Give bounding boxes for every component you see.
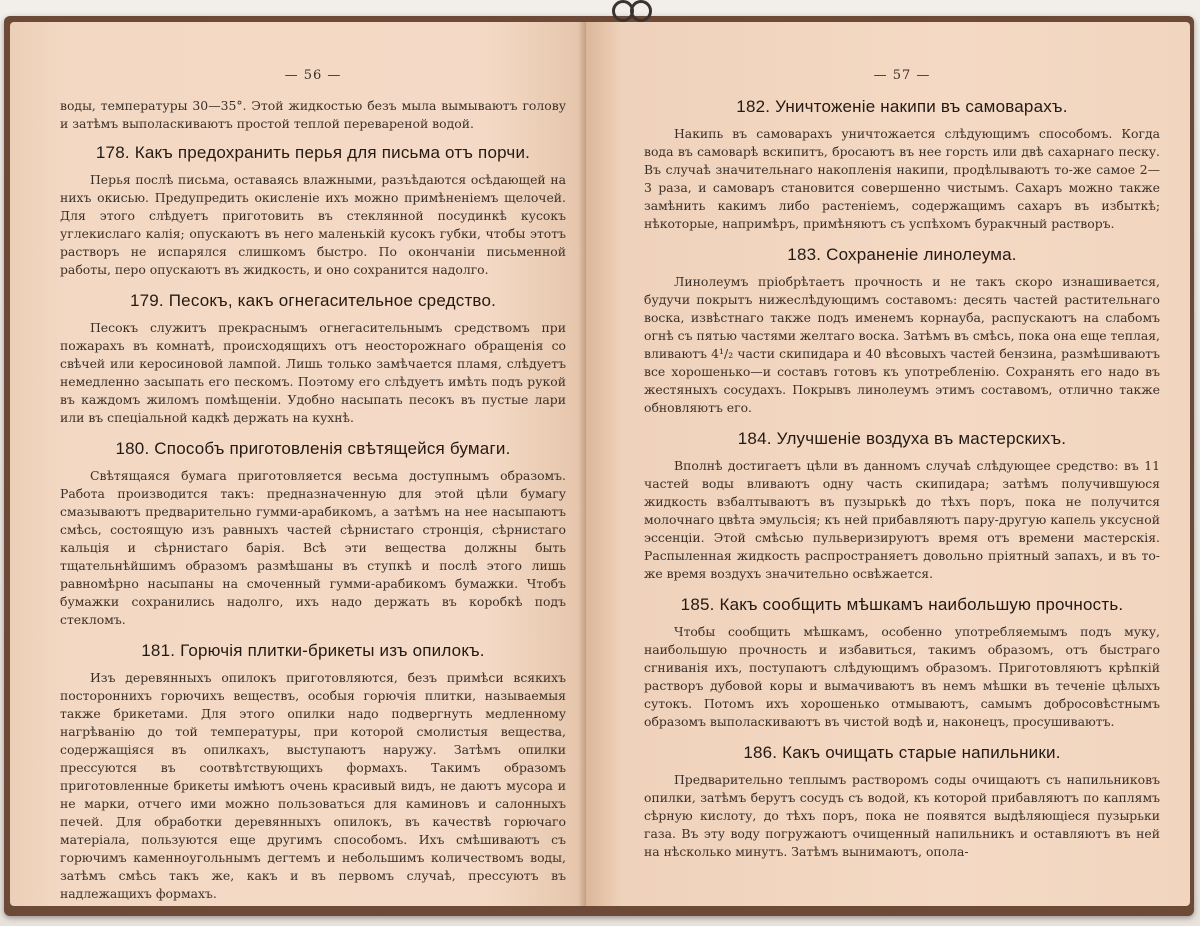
article-179	[60, 291, 566, 427]
article-title: 178. Какъ предохранить перья для письма отъ порчи.	[95, 143, 531, 162]
article-text: Вполнѣ достигаетъ цѣли въ данномъ случаѣ слѣдующее средство: въ 11 частей воды вливаютъ одну часть скипидара; затѣмъ получившуюся жидкость взбалтываютъ въ пузырькѣ до тѣхъ поръ, пока не получится молочнаго цвѣта эмульсія; къ ней прибавляютъ пару-другую капель уксусной эссенціи. Этой смѣсью пульверизируютъ время отъ времени мастерскія. Распыленная жидкость распространяетъ довольно пріятный запахъ, и въ то-же время воздухъ значительно освѣжается.	[644, 458, 1160, 581]
article-title: 183. Сохраненіе линолеума.	[787, 245, 1017, 264]
article-text: Чтобы сообщить мѣшкамъ, особенно употребляемымъ подъ муку, наибольшую прочность и избавиться, такимъ образомъ, отъ быстраго сгниванія ихъ, поступаютъ слѣдующимъ образомъ. Приготовляютъ крѣпкій растворъ дубовой коры и вымачиваютъ въ немъ мѣшки въ теченіе цѣлыхъ сутокъ. Потомъ ихъ хорошенько отмываютъ, самымъ добросовѣстнымъ образомъ выполаскиваютъ въ чистой водѣ и, наконецъ, просушиваютъ.	[644, 624, 1160, 729]
article-186	[644, 743, 1160, 861]
article-title: 181. Горючія плитки-брикеты изъ опилокъ.	[141, 641, 485, 660]
article-text: Перья послѣ письма, оставаясь влажными, разъѣдаются осѣдающей на нихъ окисью. Предупредить окисленіе ихъ можно примѣненіемъ щелочей. Для этого слѣдуетъ приготовить въ стеклянной посудинкѣ кусокъ углекислаго калія; опускаютъ въ него маленькій кусокъ губки, чтобы этотъ растворъ не испарялся слишкомъ быстро. По окончаніи письменной работы, перо опускаютъ въ жидкость, и оно сохранится надолго.	[60, 172, 566, 277]
article-title: 185. Какъ сообщить мѣшкамъ наибольшую прочность.	[680, 595, 1124, 614]
page-number: — 57 —	[873, 68, 931, 83]
article-text: Накипь въ самоварахъ уничтожается слѣдующимъ способомъ. Когда вода въ самоварѣ вскипитъ, бросаютъ въ нее горсть или двѣ сахарнаго песку. Въ случаѣ значительнаго накопленія накипи, продѣлываютъ то-же самое 2—3 раза, и самоваръ становится совершенно чистымъ. Сахаръ можно также замѣнить какимъ либо растеніемъ, содержащимъ сахаръ въ избыткѣ; нѣкоторые, напримѣръ, примѣняютъ съ успѣхомъ буракчный растворъ.	[644, 126, 1160, 231]
article-text: Свѣтящаяся бумага приготовляется весьма доступнымъ образомъ. Работа производится такъ: предназначенную для этой цѣли бумагу смазываютъ предварительно гумми-арабикомъ, а затѣмъ на нее насыпаютъ смѣсь, состоящую изъ равныхъ частей сѣрнистаго стронція, сѣрнистаго кальція и сѣрнистаго барія. Всѣ эти вещества должны быть тщательнѣйшимъ образомъ размѣшаны въ ступкѣ и послѣ этого лишь равномѣрно насыпаны на смоченный гумми-арабикомъ бумажки. Чтобъ бумажки сохранились надолго, ихъ надо держать въ коробкѣ подъ стекломъ.	[60, 468, 566, 627]
article-184	[644, 429, 1160, 583]
article-182	[644, 97, 1160, 233]
article-text: Изъ деревянныхъ опилокъ приготовляются, безъ примѣси всякихъ постороннихъ горючихъ веществъ, особыя горючія плитки, называемыя также брикетами. Для этого опилки надо подвергнуть медленному нагрѣванію до той температуры, при которой смолистыя вещества, содержащіяся въ опилкахъ, выступаютъ наружу. Затѣмъ опилки прессуются въ соотвѣтствующихъ формахъ. Такимъ образомъ приготовленные брикеты имѣютъ очень красивый видъ, не даютъ мусора и не марки, отчего ими можно пользоваться для каминовъ и салонныхъ печей. Для обработки деревянныхъ опилокъ, въ качествѣ горючаго матеріала, пользуются еще другимъ способомъ. Ихъ смѣшиваютъ съ горючимъ каменноугольнымъ дегтемъ и небольшимъ количествомъ воды, затѣмъ смѣсь такъ же, какъ и въ первомъ случаѣ, прессуютъ въ надлежащихъ формахъ.	[60, 670, 566, 901]
article-181	[60, 641, 566, 903]
continuation-text: воды, температуры 30—35°. Этой жидкостью безъ мыла вымываютъ голову и затѣмъ выполаскиваютъ простой теплой перевареной водой.	[60, 98, 566, 131]
page-number: — 56 —	[284, 68, 342, 83]
article-text: Песокъ служитъ прекраснымъ огнегасительнымъ средствомъ при пожарахъ въ комнатѣ, происходящихъ отъ неосторожнаго обращенія со свѣчей или керосиновой лампой. Лишь только замѣчается пламя, слѣдуетъ немедленно засыпать его пескомъ. Поэтому его слѣдуетъ имѣть подъ рукой въ каждомъ жиломъ помѣщеніи. Удобно насыпать песокъ въ пустые лари или въ спеціальной кадкѣ держать на кухнѣ.	[60, 320, 566, 425]
article-title: 179. Песокъ, какъ огнегасительное средство.	[129, 291, 497, 310]
article-178	[60, 143, 566, 279]
binding-ring	[630, 0, 652, 22]
article-text: Линолеумъ пріобрѣтаетъ прочность и не такъ скоро изнашивается, будучи покрытъ нижеслѣдующимъ составомъ: десять частей растительнаго воска, извѣстнаго также подъ именемъ корнауба, распускаютъ на слабомъ огнѣ съ пятью частями желтаго воска. Затѣмъ въ смѣсь, пока она еще теплая, вливаютъ 4¹/₂ части скипидара и 40 вѣсовыхъ частей бензина, размѣшиваютъ все хорошенько—и составъ готовъ къ употребленію. Сохранять его надо въ жестяныхъ сосудахъ. Покрывъ линолеумъ этимъ составомъ, отлично также обновляютъ его.	[644, 274, 1160, 415]
article-title: 182. Уничтоженіе накипи въ самоварахъ.	[736, 97, 1068, 116]
article-title: 180. Способъ приготовленія свѣтящейся бумаги.	[115, 439, 511, 458]
article-title: 184. Улучшеніе воздуха въ мастерскихъ.	[737, 429, 1067, 448]
article-185	[644, 595, 1160, 731]
article-180	[60, 439, 566, 629]
right-page	[586, 22, 1190, 906]
article-title: 186. Какъ очищать старые напильники.	[743, 743, 1061, 762]
article-text: Предварительно теплымъ растворомъ соды очищаютъ съ напильниковъ опилки, затѣмъ берутъ сосудъ съ водой, къ которой прибавляютъ по каплямъ сѣрную кислоту, до тѣхъ поръ, пока не появятся выдѣляющіеся пузырьки газа. Въ эту воду погружаютъ очищенный напильникъ и оставляютъ въ ней на нѣсколько минутъ. Затѣмъ вынимаютъ, опола-	[644, 772, 1160, 859]
article-183	[644, 245, 1160, 417]
left-page	[10, 22, 604, 906]
